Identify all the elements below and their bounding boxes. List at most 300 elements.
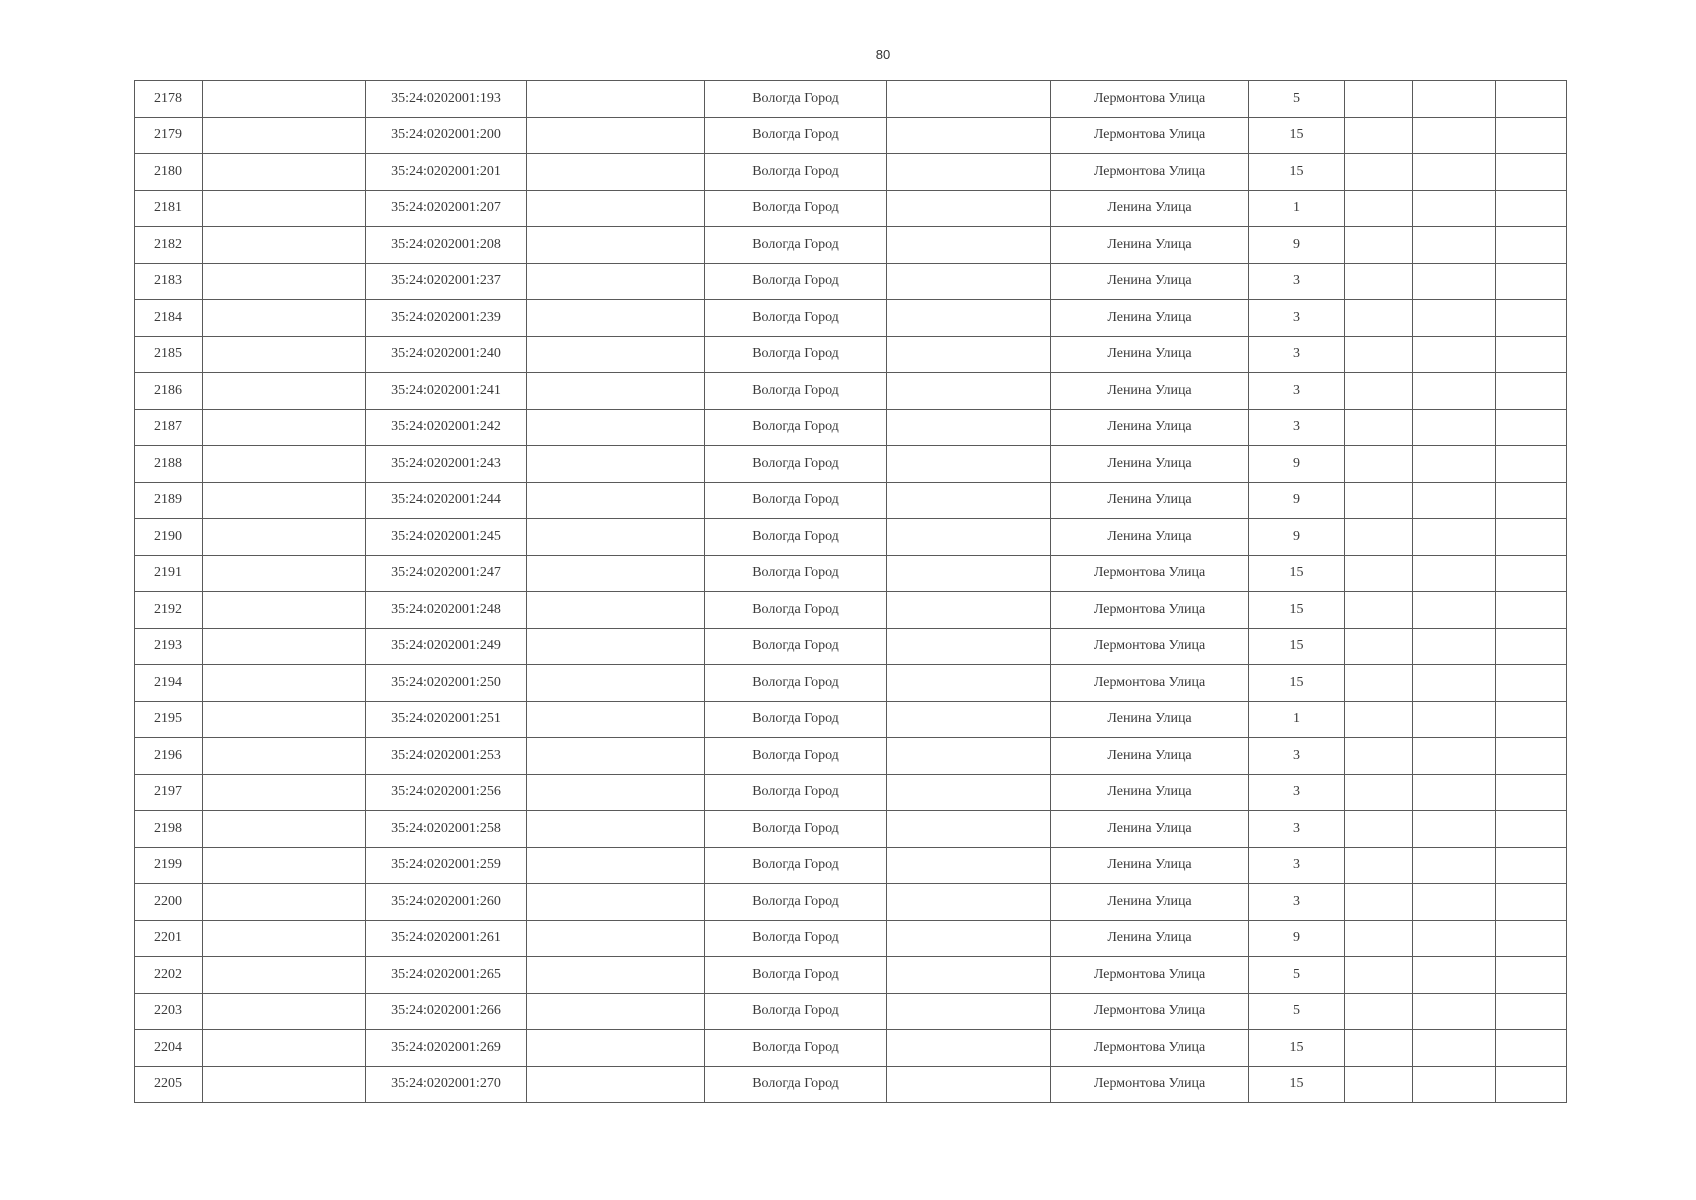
street-cell: Лермонтова Улица <box>1051 154 1249 191</box>
city-cell: Вологда Город <box>705 701 887 738</box>
street-cell: Ленина Улица <box>1051 373 1249 410</box>
empty-cell <box>1345 117 1413 154</box>
street-cell: Ленина Улица <box>1051 446 1249 483</box>
empty-cell <box>1345 81 1413 118</box>
empty-cell <box>527 336 705 373</box>
row-number-cell: 2178 <box>135 81 203 118</box>
table-row <box>135 1030 1567 1067</box>
empty-cell <box>1345 336 1413 373</box>
empty-cell <box>527 227 705 264</box>
table-row <box>135 701 1567 738</box>
empty-cell <box>1413 701 1496 738</box>
street-cell: Ленина Улица <box>1051 409 1249 446</box>
empty-cell <box>1345 774 1413 811</box>
empty-cell <box>1345 920 1413 957</box>
empty-cell <box>1496 519 1567 556</box>
row-number-cell: 2195 <box>135 701 203 738</box>
empty-cell <box>1496 190 1567 227</box>
empty-cell <box>1345 446 1413 483</box>
page-number: 80 <box>875 47 891 62</box>
empty-cell <box>1345 993 1413 1030</box>
empty-cell <box>1413 920 1496 957</box>
table-row <box>135 555 1567 592</box>
empty-cell <box>527 519 705 556</box>
empty-cell <box>1413 409 1496 446</box>
empty-cell <box>527 81 705 118</box>
house-number-cell: 1 <box>1249 190 1345 227</box>
empty-cell <box>1496 628 1567 665</box>
empty-cell <box>1345 1030 1413 1067</box>
street-cell: Ленина Улица <box>1051 920 1249 957</box>
empty-cell <box>527 847 705 884</box>
row-number-cell: 2186 <box>135 373 203 410</box>
table-row <box>135 957 1567 994</box>
empty-cell <box>1413 117 1496 154</box>
empty-cell <box>203 920 366 957</box>
empty-cell <box>203 1066 366 1103</box>
table-row <box>135 993 1567 1030</box>
empty-cell <box>1345 1066 1413 1103</box>
city-cell: Вологда Город <box>705 1030 887 1067</box>
empty-cell <box>1345 519 1413 556</box>
empty-cell <box>527 190 705 227</box>
empty-cell <box>887 409 1051 446</box>
table-row <box>135 1066 1567 1103</box>
empty-cell <box>203 555 366 592</box>
empty-cell <box>203 592 366 629</box>
house-number-cell: 3 <box>1249 738 1345 775</box>
house-number-cell: 3 <box>1249 409 1345 446</box>
house-number-cell: 15 <box>1249 1030 1345 1067</box>
empty-cell <box>887 446 1051 483</box>
table-row <box>135 409 1567 446</box>
street-cell: Ленина Улица <box>1051 701 1249 738</box>
empty-cell <box>1496 300 1567 337</box>
empty-cell <box>203 190 366 227</box>
city-cell: Вологда Город <box>705 957 887 994</box>
row-number-cell: 2199 <box>135 847 203 884</box>
empty-cell <box>203 117 366 154</box>
street-cell: Лермонтова Улица <box>1051 1066 1249 1103</box>
cadastral-number-cell: 35:24:0202001:269 <box>366 1030 527 1067</box>
cadastral-number-cell: 35:24:0202001:208 <box>366 227 527 264</box>
empty-cell <box>203 811 366 848</box>
empty-cell <box>527 884 705 921</box>
empty-cell <box>1345 847 1413 884</box>
street-cell: Ленина Улица <box>1051 190 1249 227</box>
house-number-cell: 15 <box>1249 628 1345 665</box>
cadastral-number-cell: 35:24:0202001:201 <box>366 154 527 191</box>
empty-cell <box>1413 300 1496 337</box>
empty-cell <box>1496 1030 1567 1067</box>
street-cell: Ленина Улица <box>1051 482 1249 519</box>
table-row <box>135 482 1567 519</box>
empty-cell <box>887 373 1051 410</box>
house-number-cell: 9 <box>1249 519 1345 556</box>
empty-cell <box>887 993 1051 1030</box>
empty-cell <box>1496 263 1567 300</box>
house-number-cell: 3 <box>1249 263 1345 300</box>
empty-cell <box>1413 373 1496 410</box>
row-number-cell: 2191 <box>135 555 203 592</box>
empty-cell <box>203 446 366 483</box>
cadastral-number-cell: 35:24:0202001:265 <box>366 957 527 994</box>
empty-cell <box>1413 154 1496 191</box>
empty-cell <box>527 811 705 848</box>
table-row <box>135 592 1567 629</box>
empty-cell <box>1496 373 1567 410</box>
city-cell: Вологда Город <box>705 1066 887 1103</box>
empty-cell <box>887 1030 1051 1067</box>
cadastral-number-cell: 35:24:0202001:207 <box>366 190 527 227</box>
row-number-cell: 2181 <box>135 190 203 227</box>
city-cell: Вологда Город <box>705 847 887 884</box>
house-number-cell: 9 <box>1249 227 1345 264</box>
row-number-cell: 2194 <box>135 665 203 702</box>
cadastral-number-cell: 35:24:0202001:240 <box>366 336 527 373</box>
empty-cell <box>887 774 1051 811</box>
empty-cell <box>527 154 705 191</box>
empty-cell <box>203 227 366 264</box>
cadastral-number-cell: 35:24:0202001:243 <box>366 446 527 483</box>
row-number-cell: 2193 <box>135 628 203 665</box>
empty-cell <box>1345 227 1413 264</box>
cadastral-number-cell: 35:24:0202001:251 <box>366 701 527 738</box>
street-cell: Лермонтова Улица <box>1051 993 1249 1030</box>
empty-cell <box>203 665 366 702</box>
row-number-cell: 2187 <box>135 409 203 446</box>
cadastral-number-cell: 35:24:0202001:248 <box>366 592 527 629</box>
empty-cell <box>1413 738 1496 775</box>
empty-cell <box>203 884 366 921</box>
street-cell: Ленина Улица <box>1051 774 1249 811</box>
empty-cell <box>1345 628 1413 665</box>
city-cell: Вологда Город <box>705 373 887 410</box>
empty-cell <box>203 628 366 665</box>
city-cell: Вологда Город <box>705 117 887 154</box>
row-number-cell: 2200 <box>135 884 203 921</box>
empty-cell <box>1413 993 1496 1030</box>
empty-cell <box>1345 154 1413 191</box>
city-cell: Вологда Город <box>705 263 887 300</box>
empty-cell <box>1345 701 1413 738</box>
street-cell: Лермонтова Улица <box>1051 117 1249 154</box>
empty-cell <box>527 409 705 446</box>
empty-cell <box>1345 190 1413 227</box>
empty-cell <box>203 519 366 556</box>
empty-cell <box>1345 373 1413 410</box>
empty-cell <box>1413 336 1496 373</box>
empty-cell <box>887 555 1051 592</box>
empty-cell <box>1496 993 1567 1030</box>
empty-cell <box>203 81 366 118</box>
street-cell: Лермонтова Улица <box>1051 957 1249 994</box>
row-number-cell: 2197 <box>135 774 203 811</box>
house-number-cell: 15 <box>1249 154 1345 191</box>
city-cell: Вологда Город <box>705 665 887 702</box>
city-cell: Вологда Город <box>705 446 887 483</box>
cadastral-number-cell: 35:24:0202001:270 <box>366 1066 527 1103</box>
table-row <box>135 227 1567 264</box>
street-cell: Ленина Улица <box>1051 336 1249 373</box>
empty-cell <box>527 774 705 811</box>
street-cell: Ленина Улица <box>1051 738 1249 775</box>
empty-cell <box>1413 190 1496 227</box>
empty-cell <box>527 300 705 337</box>
row-number-cell: 2196 <box>135 738 203 775</box>
city-cell: Вологда Город <box>705 628 887 665</box>
empty-cell <box>203 957 366 994</box>
row-number-cell: 2180 <box>135 154 203 191</box>
house-number-cell: 9 <box>1249 482 1345 519</box>
empty-cell <box>527 373 705 410</box>
empty-cell <box>203 1030 366 1067</box>
house-number-cell: 3 <box>1249 336 1345 373</box>
city-cell: Вологда Город <box>705 227 887 264</box>
empty-cell <box>1413 811 1496 848</box>
empty-cell <box>1496 117 1567 154</box>
empty-cell <box>203 263 366 300</box>
city-cell: Вологда Город <box>705 811 887 848</box>
empty-cell <box>1413 519 1496 556</box>
cadastral-number-cell: 35:24:0202001:256 <box>366 774 527 811</box>
empty-cell <box>887 957 1051 994</box>
empty-cell <box>1496 847 1567 884</box>
street-cell: Ленина Улица <box>1051 227 1249 264</box>
city-cell: Вологда Город <box>705 409 887 446</box>
cadastral-number-cell: 35:24:0202001:249 <box>366 628 527 665</box>
empty-cell <box>1496 884 1567 921</box>
row-number-cell: 2203 <box>135 993 203 1030</box>
house-number-cell: 5 <box>1249 993 1345 1030</box>
empty-cell <box>887 884 1051 921</box>
empty-cell <box>527 957 705 994</box>
table-row <box>135 811 1567 848</box>
table-row <box>135 263 1567 300</box>
city-cell: Вологда Город <box>705 738 887 775</box>
cadastral-number-cell: 35:24:0202001:266 <box>366 993 527 1030</box>
table-row <box>135 738 1567 775</box>
empty-cell <box>1413 1030 1496 1067</box>
empty-cell <box>527 555 705 592</box>
empty-cell <box>887 847 1051 884</box>
row-number-cell: 2188 <box>135 446 203 483</box>
house-number-cell: 15 <box>1249 117 1345 154</box>
empty-cell <box>1413 884 1496 921</box>
row-number-cell: 2184 <box>135 300 203 337</box>
empty-cell <box>527 1030 705 1067</box>
empty-cell <box>1345 738 1413 775</box>
cadastral-number-cell: 35:24:0202001:242 <box>366 409 527 446</box>
table-row <box>135 336 1567 373</box>
empty-cell <box>203 993 366 1030</box>
row-number-cell: 2192 <box>135 592 203 629</box>
empty-cell <box>203 847 366 884</box>
empty-cell <box>203 373 366 410</box>
empty-cell <box>203 336 366 373</box>
empty-cell <box>887 263 1051 300</box>
row-number-cell: 2185 <box>135 336 203 373</box>
house-number-cell: 9 <box>1249 446 1345 483</box>
empty-cell <box>1345 811 1413 848</box>
row-number-cell: 2201 <box>135 920 203 957</box>
table-row <box>135 446 1567 483</box>
house-number-cell: 15 <box>1249 555 1345 592</box>
city-cell: Вологда Город <box>705 774 887 811</box>
empty-cell <box>527 263 705 300</box>
empty-cell <box>887 482 1051 519</box>
empty-cell <box>527 117 705 154</box>
table-row <box>135 154 1567 191</box>
empty-cell <box>1413 555 1496 592</box>
empty-cell <box>527 738 705 775</box>
empty-cell <box>1413 665 1496 702</box>
table-row <box>135 847 1567 884</box>
empty-cell <box>1413 263 1496 300</box>
city-cell: Вологда Город <box>705 555 887 592</box>
empty-cell <box>1496 81 1567 118</box>
street-cell: Лермонтова Улица <box>1051 81 1249 118</box>
cadastral-number-cell: 35:24:0202001:261 <box>366 920 527 957</box>
empty-cell <box>1345 592 1413 629</box>
empty-cell <box>1345 409 1413 446</box>
cadastral-number-cell: 35:24:0202001:259 <box>366 847 527 884</box>
table-row <box>135 519 1567 556</box>
row-number-cell: 2183 <box>135 263 203 300</box>
empty-cell <box>1496 409 1567 446</box>
empty-cell <box>1345 957 1413 994</box>
empty-cell <box>1496 446 1567 483</box>
empty-cell <box>527 592 705 629</box>
house-number-cell: 3 <box>1249 774 1345 811</box>
street-cell: Ленина Улица <box>1051 300 1249 337</box>
empty-cell <box>887 738 1051 775</box>
cadastral-number-cell: 35:24:0202001:260 <box>366 884 527 921</box>
empty-cell <box>1413 482 1496 519</box>
cadastral-number-cell: 35:24:0202001:193 <box>366 81 527 118</box>
street-cell: Ленина Улица <box>1051 847 1249 884</box>
empty-cell <box>1496 701 1567 738</box>
empty-cell <box>203 774 366 811</box>
row-number-cell: 2198 <box>135 811 203 848</box>
empty-cell <box>1345 482 1413 519</box>
empty-cell <box>203 154 366 191</box>
cadastral-number-cell: 35:24:0202001:200 <box>366 117 527 154</box>
empty-cell <box>1413 227 1496 264</box>
row-number-cell: 2189 <box>135 482 203 519</box>
house-number-cell: 3 <box>1249 300 1345 337</box>
row-number-cell: 2182 <box>135 227 203 264</box>
city-cell: Вологда Город <box>705 336 887 373</box>
street-cell: Лермонтова Улица <box>1051 555 1249 592</box>
cadastral-number-cell: 35:24:0202001:258 <box>366 811 527 848</box>
empty-cell <box>1345 555 1413 592</box>
empty-cell <box>887 154 1051 191</box>
house-number-cell: 15 <box>1249 592 1345 629</box>
city-cell: Вологда Город <box>705 519 887 556</box>
empty-cell <box>1413 957 1496 994</box>
empty-cell <box>887 665 1051 702</box>
table-row <box>135 190 1567 227</box>
registry-table <box>134 80 1567 1103</box>
street-cell: Лермонтова Улица <box>1051 592 1249 629</box>
empty-cell <box>887 628 1051 665</box>
table-row <box>135 373 1567 410</box>
city-cell: Вологда Город <box>705 920 887 957</box>
cadastral-number-cell: 35:24:0202001:237 <box>366 263 527 300</box>
empty-cell <box>1496 154 1567 191</box>
empty-cell <box>1496 920 1567 957</box>
row-number-cell: 2204 <box>135 1030 203 1067</box>
cadastral-number-cell: 35:24:0202001:239 <box>366 300 527 337</box>
empty-cell <box>527 482 705 519</box>
empty-cell <box>1345 263 1413 300</box>
house-number-cell: 3 <box>1249 811 1345 848</box>
city-cell: Вологда Город <box>705 300 887 337</box>
house-number-cell: 3 <box>1249 847 1345 884</box>
empty-cell <box>203 701 366 738</box>
house-number-cell: 1 <box>1249 701 1345 738</box>
house-number-cell: 15 <box>1249 665 1345 702</box>
empty-cell <box>1413 774 1496 811</box>
empty-cell <box>527 920 705 957</box>
city-cell: Вологда Город <box>705 592 887 629</box>
empty-cell <box>887 701 1051 738</box>
empty-cell <box>1345 300 1413 337</box>
table-row <box>135 300 1567 337</box>
empty-cell <box>1496 665 1567 702</box>
cadastral-number-cell: 35:24:0202001:247 <box>366 555 527 592</box>
empty-cell <box>887 227 1051 264</box>
table-row <box>135 920 1567 957</box>
table-row <box>135 117 1567 154</box>
city-cell: Вологда Город <box>705 993 887 1030</box>
empty-cell <box>203 300 366 337</box>
empty-cell <box>1496 811 1567 848</box>
house-number-cell: 3 <box>1249 884 1345 921</box>
city-cell: Вологда Город <box>705 482 887 519</box>
empty-cell <box>1413 628 1496 665</box>
cadastral-number-cell: 35:24:0202001:250 <box>366 665 527 702</box>
empty-cell <box>527 1066 705 1103</box>
empty-cell <box>527 701 705 738</box>
empty-cell <box>1496 738 1567 775</box>
empty-cell <box>527 446 705 483</box>
table-row <box>135 628 1567 665</box>
street-cell: Ленина Улица <box>1051 263 1249 300</box>
empty-cell <box>1413 1066 1496 1103</box>
house-number-cell: 15 <box>1249 1066 1345 1103</box>
empty-cell <box>1496 555 1567 592</box>
empty-cell <box>887 190 1051 227</box>
street-cell: Ленина Улица <box>1051 884 1249 921</box>
empty-cell <box>1496 774 1567 811</box>
empty-cell <box>887 920 1051 957</box>
row-number-cell: 2190 <box>135 519 203 556</box>
empty-cell <box>1496 336 1567 373</box>
empty-cell <box>203 738 366 775</box>
cadastral-number-cell: 35:24:0202001:244 <box>366 482 527 519</box>
row-number-cell: 2179 <box>135 117 203 154</box>
empty-cell <box>1496 1066 1567 1103</box>
row-number-cell: 2205 <box>135 1066 203 1103</box>
empty-cell <box>1413 592 1496 629</box>
table-row <box>135 81 1567 118</box>
city-cell: Вологда Город <box>705 154 887 191</box>
house-number-cell: 9 <box>1249 920 1345 957</box>
street-cell: Лермонтова Улица <box>1051 1030 1249 1067</box>
empty-cell <box>527 665 705 702</box>
